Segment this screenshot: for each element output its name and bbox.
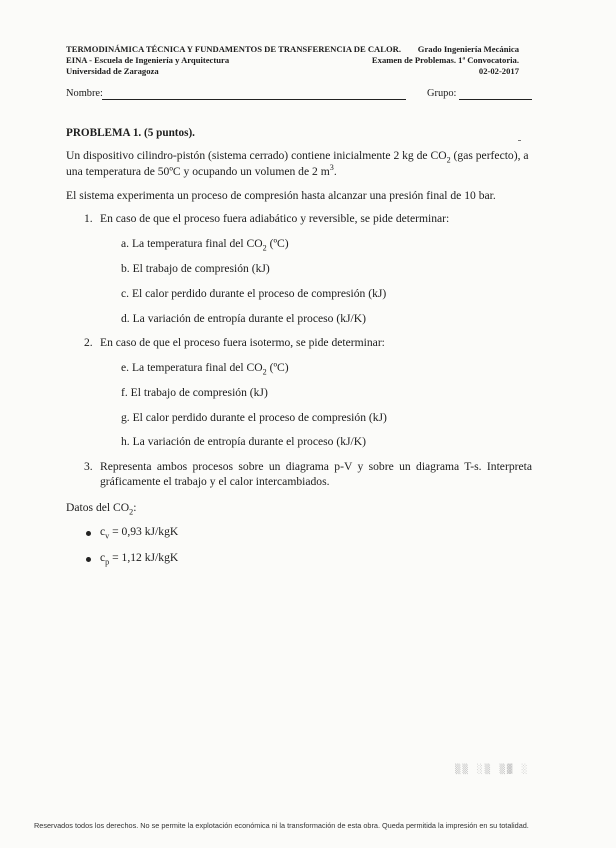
- cv-value: = 0,93 kJ/kgK: [109, 525, 179, 538]
- exam-name: Examen de Problemas. 1ª Convocatoria.: [371, 55, 519, 65]
- school-name: EINA - Escuela de Ingeniería y Arquitectura: [66, 55, 230, 65]
- group-field[interactable]: [459, 99, 532, 100]
- q1-number: 1.: [84, 212, 93, 225]
- group-label: Grupo:: [427, 88, 457, 99]
- intro-line-1: [66, 149, 529, 163]
- q2-text: En caso de que el proceso fuera isotermo, se pide determinar:: [100, 336, 385, 349]
- cv-subscript: v: [105, 531, 110, 541]
- cv-symbol: c: [100, 525, 106, 538]
- problem-title: PROBLEMA 1. (5 puntos).: [66, 127, 195, 139]
- q2-item-e-text: e. La temperatura final del CO: [121, 361, 263, 374]
- intro-line-2-text: una temperatura de 50ºC y ocupando un volumen de 2 m: [66, 165, 330, 178]
- q2-item-e: [121, 361, 289, 375]
- name-label: Nombre:: [66, 88, 103, 99]
- degree-name: Grado Ingeniería Mecánica: [417, 44, 519, 54]
- cp-subscript: p: [105, 557, 110, 567]
- q1-item-a: [121, 237, 289, 251]
- course-title: TERMODINÁMICA TÉCNICA Y FUNDAMENTOS DE TRANSFERENCIA DE CALOR.: [66, 44, 402, 54]
- intro-line-2: [66, 165, 337, 179]
- co2-subscript: 2: [446, 155, 451, 165]
- q2-item-g: g. El calor perdido durante el proceso de compresión (kJ): [121, 411, 387, 424]
- data-heading: [66, 501, 136, 515]
- volume-exponent: 3: [329, 163, 334, 173]
- intro-line-3: El sistema experimenta un proceso de compresión hasta alcanzar una presión final de 10 bar.: [66, 189, 496, 202]
- cp-symbol: c: [100, 551, 106, 564]
- q1-item-a-text: a. La temperatura final del CO: [121, 237, 263, 250]
- q1-item-b: b. El trabajo de compresión (kJ): [121, 262, 270, 275]
- q3-number: 3.: [84, 460, 93, 473]
- q2-item-f: f. El trabajo de compresión (kJ): [121, 386, 268, 399]
- bullet-cv: [86, 531, 91, 536]
- name-field[interactable]: [102, 99, 406, 100]
- q3-line-1: Representa ambos procesos sobre un diagrama p-V y sobre un diagrama T-s. Interpreta: [100, 460, 532, 473]
- data-cp: [100, 551, 178, 565]
- exam-date: 02-02-2017: [478, 66, 519, 76]
- university-name: Universidad de Zaragoza: [66, 66, 159, 76]
- q3-line-2: gráficamente el trabajo y el calor intercambiados.: [100, 475, 330, 488]
- q2-number: 2.: [84, 336, 93, 349]
- data-heading-tail: :: [133, 501, 137, 514]
- q1-item-d: d. La variación de entropía durante el proceso (kJ/K): [121, 312, 366, 325]
- intro-line-1-tail: (gas perfecto), a: [450, 149, 529, 162]
- data-cv: [100, 525, 178, 539]
- q2-item-h: h. La variación de entropía durante el proceso (kJ/K): [121, 435, 366, 448]
- intro-line-1-text: Un dispositivo cilindro-pistón (sistema cerrado) contiene inicialmente 2 kg de CO: [66, 149, 447, 162]
- q1-text: En caso de que el proceso fuera adiabático y reversible, se pide determinar:: [100, 212, 450, 225]
- cp-value: = 1,12 kJ/kgK: [109, 551, 179, 564]
- footer-notice: Reservados todos los derechos. No se permite la explotación económica ni la transformación de esta obra. Queda permitida la impresión en su totalidad.: [34, 821, 529, 830]
- q1-item-c: c. El calor perdido durante el proceso de compresión (kJ): [121, 287, 387, 300]
- watermark-stamp: ▒▒ ░▒ ▒▓ ░: [455, 765, 530, 775]
- scan-mark: [518, 140, 521, 141]
- q2-item-e-sub: 2: [262, 367, 267, 377]
- data-heading-sub: 2: [129, 507, 134, 517]
- q1-item-a-tail: (ºC): [266, 237, 289, 250]
- bullet-cp: [86, 557, 91, 562]
- intro-line-2-tail: .: [333, 165, 337, 178]
- q1-item-a-sub: 2: [262, 243, 267, 253]
- q2-item-e-tail: (ºC): [266, 361, 289, 374]
- data-heading-text: Datos del CO: [66, 501, 130, 514]
